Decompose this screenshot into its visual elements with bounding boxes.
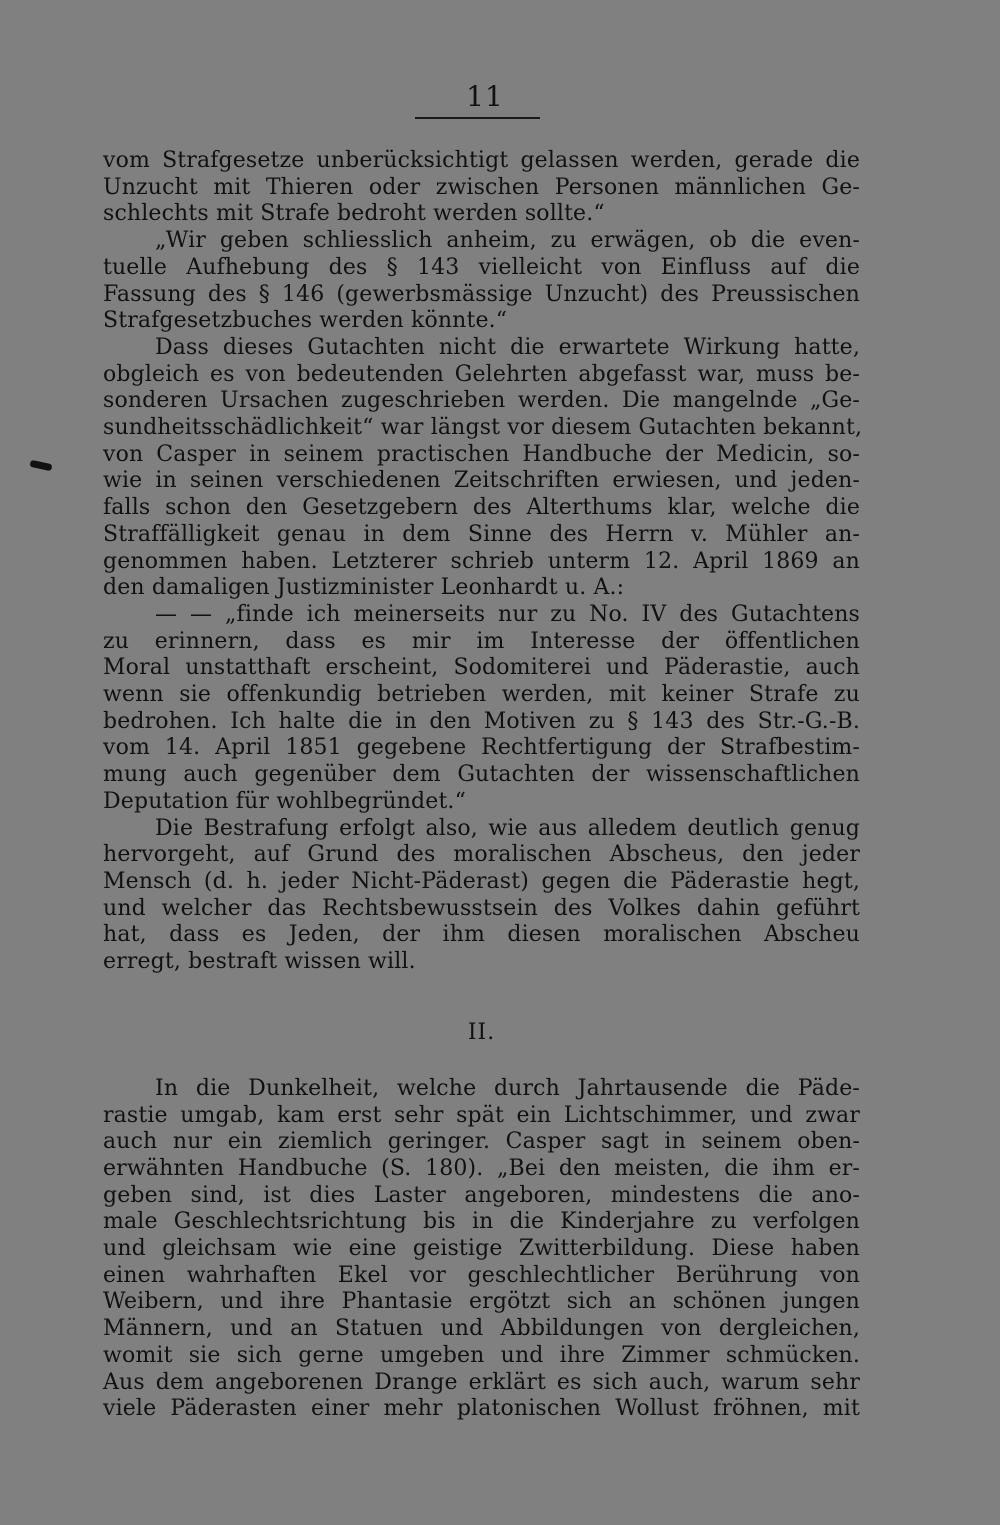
text-line: Deputation für wohlbegründet.“ <box>103 788 466 814</box>
text-line: mung auch gegenüber dem Gutachten der wissenschaftlichen <box>103 762 860 788</box>
text-line: viele Päderasten einer mehr platonischen Wollust fröhnen, mit <box>103 1396 860 1422</box>
text-line: Aus dem angeborenen Drange erklärt es sich auch, warum sehr <box>103 1369 860 1395</box>
text-line: zu erinnern, dass es mir im Interesse der öffentlichen <box>103 628 860 654</box>
text-line: genommen haben. Letzterer schrieb unterm 12. April 1869 an <box>103 548 860 574</box>
text-line: — — „finde ich meinerseits nur zu No. IV des Gutachtens <box>155 601 860 627</box>
section-heading: II. <box>467 1019 496 1045</box>
text-line: erwähnten Handbuche (S. 180). „Bei den meisten, die ihm er- <box>103 1155 860 1181</box>
text-line: Moral unstatthaft erscheint, Sodomiterei und Päderastie, auch <box>103 655 860 681</box>
text-line: von Casper in seinem practischen Handbuche der Medicin, so- <box>103 441 860 467</box>
text-line: male Geschlechtsrichtung bis in die Kinderjahre zu verfolgen <box>103 1209 860 1235</box>
text-line: „Wir geben schliesslich anheim, zu erwägen, ob die even- <box>155 228 860 254</box>
text-line: hervorgeht, auf Grund des moralischen Abscheus, den jeder <box>103 842 860 868</box>
text-line: Mensch (d. h. jeder Nicht-Päderast) gegen die Päderastie hegt, <box>103 868 860 894</box>
text-line: vom Strafgesetze unberücksichtigt gelassen werden, gerade die <box>103 148 860 173</box>
text-line: erregt, bestraft wissen will. <box>103 949 416 975</box>
text-line: den damaligen Justizminister Leonhardt u. A.: <box>103 575 625 601</box>
paragraph <box>103 816 860 976</box>
text-line: Unzucht mit Thieren oder zwischen Personen männlichen Ge- <box>103 174 860 200</box>
text-line: sonderen Ursachen zugeschrieben werden. Die mangelnde „Ge- <box>103 388 860 414</box>
page-number: 11 <box>466 80 504 113</box>
text-line: obgleich es von bedeutenden Gelehrten abgefasst war, muss be- <box>103 361 860 387</box>
text-line: tuelle Aufhebung des § 143 vielleicht von Einfluss auf die <box>103 254 860 280</box>
text-line: sundheitsschädlichkeit“ war längst vor diesem Gutachten bekannt, <box>103 415 863 441</box>
paragraph <box>103 148 860 228</box>
text-line: geben sind, ist dies Laster angeboren, mindestens die ano- <box>103 1182 860 1208</box>
text-line: wie in seinen verschiedenen Zeitschriften erwiesen, und jeden- <box>103 468 860 494</box>
page-number-rule <box>415 117 540 119</box>
text-line: womit sie sich gerne umgeben und ihre Zimmer schmücken. <box>103 1342 860 1368</box>
margin-mark <box>30 460 53 471</box>
text-line: Straffälligkeit genau in dem Sinne des Herrn v. Mühler an- <box>103 521 860 547</box>
text-line: und welcher das Rechtsbewusstsein des Volkes dahin geführt <box>103 895 860 921</box>
text-line: und gleichsam wie eine geistige Zwitterbildung. Diese haben <box>103 1236 860 1262</box>
text-line: rastie umgab, kam erst sehr spät ein Lichtschimmer, und zwar <box>103 1102 860 1128</box>
paragraph <box>103 602 860 816</box>
text-line: vom 14. April 1851 gegebene Rechtfertigung der Strafbestim- <box>103 735 860 761</box>
text-line: Strafgesetzbuches werden könnte.“ <box>103 308 508 334</box>
text-line: Männern, und an Statuen und Abbildungen von dergleichen, <box>103 1316 860 1342</box>
text-line: wenn sie offenkundig betrieben werden, mit keiner Strafe zu <box>103 682 860 708</box>
text-line: falls schon den Gesetzgebern des Alterthums klar, welche die <box>103 495 860 521</box>
paragraph <box>103 334 863 602</box>
text-line: In die Dunkelheit, welche durch Jahrtausende die Päde- <box>155 1075 860 1101</box>
text-line: schlechts mit Strafe bedroht werden sollte.“ <box>103 201 605 227</box>
text-line: auch nur ein ziemlich geringer. Casper sagt in seinem oben- <box>103 1129 860 1155</box>
text-line: Weibern, und ihre Phantasie ergötzt sich an schönen jungen <box>103 1289 860 1315</box>
paragraph <box>103 228 860 335</box>
body-text <box>103 148 863 1423</box>
text-line: bedrohen. Ich halte die in den Motiven zu § 143 des Str.-G.-B. <box>103 708 860 734</box>
paragraph <box>103 1076 860 1423</box>
text-line: Dass dieses Gutachten nicht die erwartete Wirkung hatte, <box>155 334 860 360</box>
text-line: Die Bestrafung erfolgt also, wie aus alledem deutlich genug <box>155 815 860 841</box>
text-line: hat, dass es Jeden, der ihm diesen moralischen Abscheu <box>103 922 860 948</box>
text-line: einen wahrhaften Ekel vor geschlechtlicher Berührung von <box>103 1262 860 1288</box>
text-line: Fassung des § 146 (gewerbsmässige Unzucht) des Preussischen <box>103 281 860 307</box>
